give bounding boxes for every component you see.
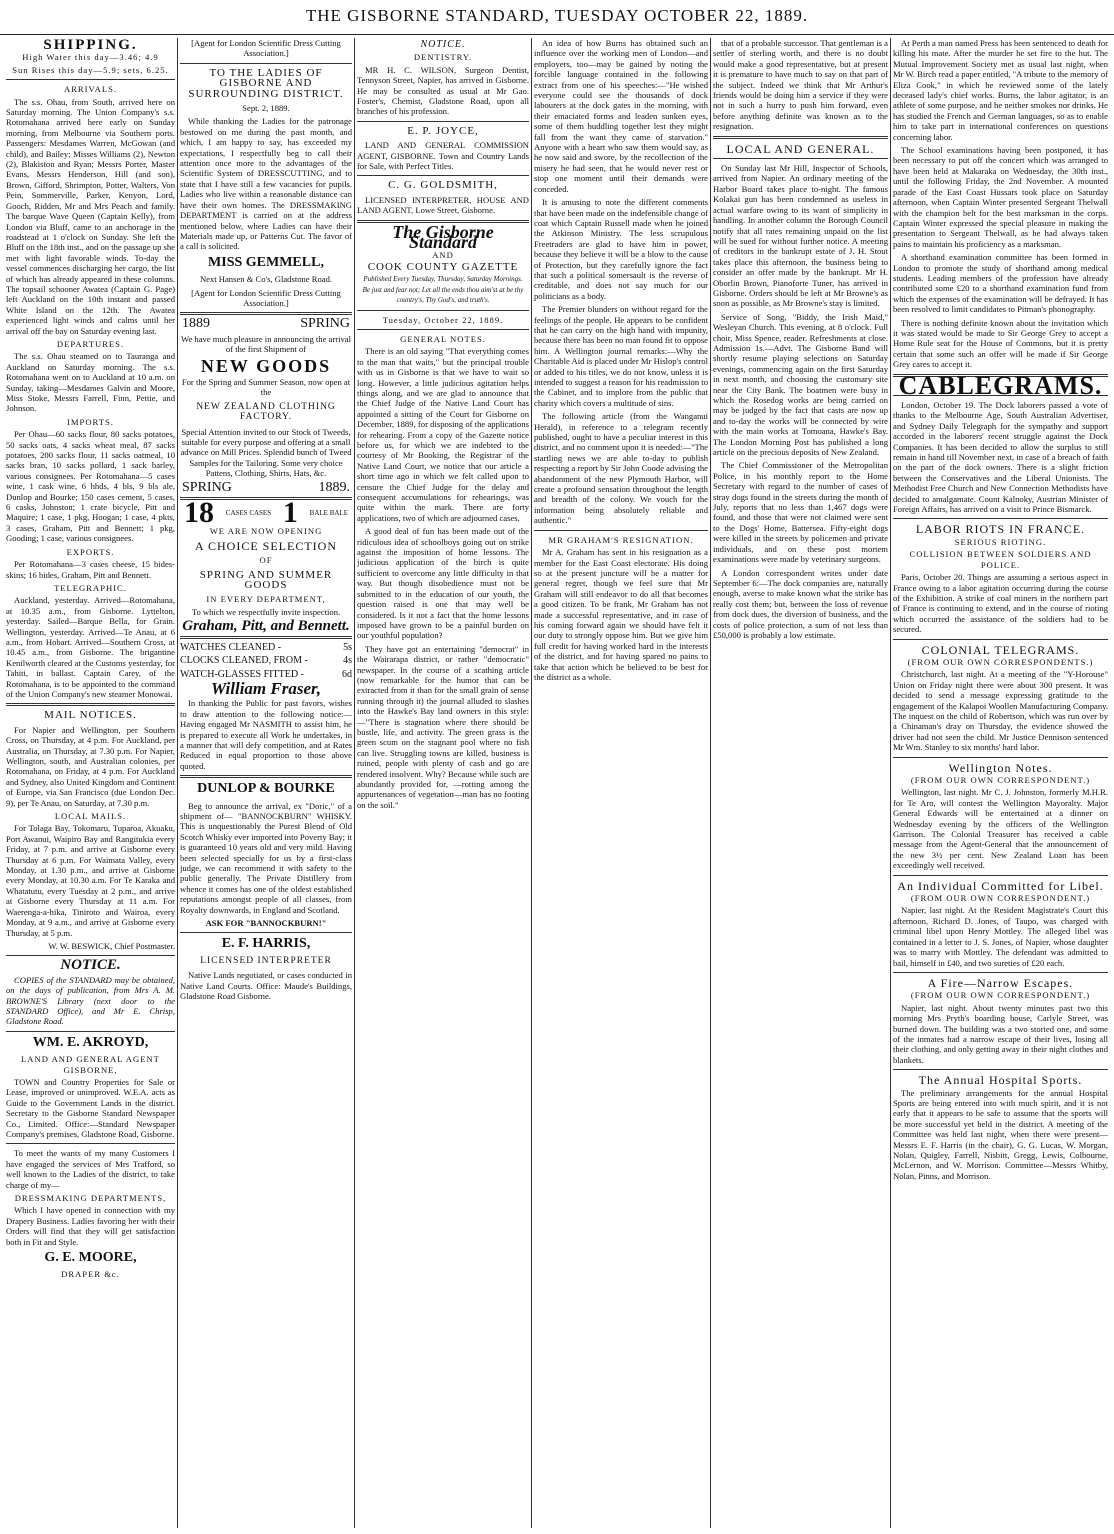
- clocks-price: 4s: [343, 655, 352, 667]
- arrivals-heading: ARRIVALS.: [63, 84, 117, 95]
- wellington-notes-heading: Wellington Notes.: [948, 760, 1053, 775]
- libel-sub: (FROM OUR OWN CORRESPONDENT.): [910, 893, 1091, 904]
- cablegrams-text: London, October 19. The Dock laborers passed a vote of thanks to the Melbourne Age, South Australian Advertiser, and Sydney Daily Telegraph for the sympathy and support accorded in the laborers' recent struggle against the Dock Companies. It has been decided to allow the surplus to still remain in hand till November next, in case of a breach of faith on the part of the dock owners. There is a slight friction between the Conservatives and the Liberal Unionists. The Methodist Free Church and New Connection Methodists have decided to amalgamate. Count Kalnoky, Austrian Minister of Foreign Affairs, has arrived on a visit to Prince Bismarck.: [893, 400, 1108, 515]
- harbor-text: The following article (from the Wanganui Herald), in reference to a telegram recently published, ought to have a peculiar interest in this district, and no comment upon it is needed:—"The startling news we are able to-day to publish respecting a report by Sir John Coode advising the abandonment of the new Plymouth Harbor, will create a profound sensation throughout the length and breadth of the colony. We vouch for the information being absolutely reliable and authentic.": [534, 411, 708, 526]
- departures-heading: DEPARTURES.: [56, 338, 125, 349]
- akroyd-heading: WM. E. AKROYD,: [32, 1034, 149, 1050]
- glasses-label: WATCH-GLASSES FITTED -: [180, 668, 304, 680]
- dentist-text: MR H. C. WILSON, Surgeon Dentist, Tennyson Street, Napier, has arrived in Gisborne. He may be consulted as usual at Mr Gao. Foster's, Chemist, Gladstone Road, upon all branches of his profession.: [357, 64, 529, 117]
- exports-heading: EXPORTS.: [66, 546, 115, 557]
- graham-heading: MR GRAHAM'S RESIGNATION.: [548, 534, 694, 545]
- harris-heading: E. F. HARRIS,: [221, 936, 311, 952]
- moore-subheading: DRAPER &c.: [61, 1269, 120, 1280]
- general-notes-2: A good deal of fun has been made out of the ridiculous idea of schoolboys going out on strike against the imposition of home lessons. The judicious application of the birch is quite sufficient to overcome any little difficulty in that way. But though disobedience must not be submitted to in the education of our youth, the question raised is one that may well be considered. Is it not a fact that the home lessons imposed have grown to be a painful burden on our youthful population?: [357, 526, 529, 641]
- ladies-heading: TO THE LADIES OF GISBORNE AND SURROUNDING DISTRICT.: [188, 66, 344, 100]
- invite-line: To which we respectfully invite inspection.: [191, 606, 341, 617]
- cases-number: 18: [184, 496, 214, 530]
- spring-label-2: SPRING: [182, 479, 232, 495]
- spring-year: 1889: [182, 316, 210, 332]
- fire-heading: A Fire—Narrow Escapes.: [927, 975, 1074, 990]
- joyce-text: LAND AND GENERAL COMMISSION AGENT, GISBORNE. Town and Country Lands for Sale, with Perfect Titles.: [357, 140, 529, 172]
- column-cablegrams: [893, 38, 1108, 1528]
- new-goods-heading: NEW GOODS: [200, 355, 332, 376]
- spring-text: We have much pleasure in announcing the arrival of the first Shipment of: [181, 333, 351, 355]
- general-notes-3: They have got an entertaining "democrat" in the Wairarapa district, or rather "democratic" newspaper. In the course of a scathing article (now remarkable for the humor that can be extracted from it than for the small grain of sense running through it) the journal alluded to slashes into the Hawke's Bay land owners in this style:—"There is stagnation where there should be bustle, life, and activity. The green grass is the green scum on the stagnant pool where no fish can live. Struggling towns are killed, business is ruined, people with plenty of cash and go are rendered insolvent. Why? Because while such are abundantly provided for, —rotting among the appurtenances of vegetation—man has no footing on the soil.": [357, 643, 529, 810]
- successor-text: that of a probable successor. That gentleman is a settler of sterling worth, and there is no doubt would make a good representative, but at present it is premature to have much to say on that part of the subject. Indeed we think that Mr Arthur's friends would be doing him a service if they were not in such a hurry to push him forward, even before anything definite was known as to the resignation.: [713, 38, 888, 132]
- graham-text: Mr A. Graham has sent in his resignation as a member for the East Coast electorate. His doing so at the present juncture will be a matter for general regret, though we feel sure that Mr Graham will still endeavor to do all that becomes a good citizen. To be frank, Mr Graham has not made a successful representative, and in case of his coming forward again we should have felt it our duty to strongly oppose him. But we give him full credit for having worked hard in the interests of the district, and for having spared no pains to take that action which he believed to be best for the district as a whole.: [534, 547, 708, 682]
- column-editorial: [357, 38, 529, 1528]
- bale-number: 1: [282, 496, 298, 530]
- every-dept-line: IN EVERY DEPARTMENT,: [206, 594, 326, 605]
- column-rule: [354, 38, 355, 1528]
- shorthand-text: A shorthand examination committee has been formed in London to promote the study of shorthand among medical students. Leading members of the profession have already contributed some £20 to a shorthand examination fund from which the expenses of the examination will be defrayed. It has been resolved to limit candidates to Pitman's phonography.: [893, 252, 1108, 315]
- fire-text: Napier, last night. About twenty minutes past two this morning Mrs Pryth's boarding house, Carlyle Street, was burned down. The building was a two storied one, and some of the inmates had a narrow escape of their lives, losing all their clothing, and only getting away in their night clothes and blankets.: [893, 1002, 1108, 1065]
- joyce-heading: E. P. JOYCE,: [407, 124, 479, 137]
- fraser-text: In thanking the Public for past favors, wishes to draw attention to the following notice:— Having engaged Mr NASMITH to assist him, he is prepared to execute all Work he undertakes, in a manner that will defy competition, and at Rates Reduced in equal proportion to those above quoted.: [180, 698, 352, 771]
- mail-notices-heading: MAIL NOTICES.: [44, 709, 137, 722]
- colonial-telegrams-sub: (FROM OUR OWN CORRESPONDENTS.): [907, 656, 1094, 667]
- column-advertisements: [180, 38, 352, 1528]
- home-rule-text: There is nothing definite known about the invitation which it was stated would be made to Sir George Grey to accept a Home Rule seat for the House of Commons, but it is pretty certain that some such an offer will be made if Sir George Grey cares to accept it.: [893, 317, 1108, 370]
- labor-riots-heading: LABOR RIOTS IN FRANCE.: [915, 522, 1086, 537]
- hospital-sports-heading: The Annual Hospital Sports.: [918, 1073, 1083, 1088]
- column-editorial-2: [534, 38, 708, 1528]
- choice-heading: A CHOICE SELECTION: [195, 538, 337, 553]
- mail-notices-text: For Napier and Wellington, per Southern Cross, on Thursday, at 4 p.m. For Auckland, per Australia, on Thursday, at 7.30 p.m. For Napier, Wellington, south, and Australian colonies, per Rotomahana, on Friday, at 4 p.m. For Auckland and Sydney, also United Kingdom and Continent of Europe, via San Francisco (due London Dec. 9), per Te Anau, on Saturday, at 7.30 p.m.: [6, 724, 175, 808]
- gazette-title: The Gisborne Standard: [392, 221, 494, 253]
- notice-heading-2: NOTICE.: [420, 39, 466, 50]
- gazette-subtitle: COOK COUNTY GAZETTE: [367, 260, 519, 273]
- sun-line: Sun Rises this day—5.9; sets, 6.25.: [12, 64, 169, 75]
- cablegrams-heading: CABLEGRAMS.: [898, 370, 1103, 400]
- departures-text: The s.s. Ohau steamed on to Tauranga and Auckland on Saturday morning. The s.s. Rotomahana went on to Auckland at 10 a.m. on Sunday, taking—Mesdames Galvin and Moore, Miss Stoke, Messrs Farrell, Finn, Pettie, and Johnson.: [6, 351, 175, 414]
- local-general-text-2: Service of Song, "Biddy, the Irish Maid," Wesleyan Church. This evening, at 8 o'clock. Full choir, Miss Spence, reader. Refreshments at close. Admission 1s.—Advt. The Gisborne Band will shortly resume playing selections on Saturday evenings, commencing again on the first Saturday in next month, and choosing the customary site near the City Bank. The boatmen were busy in which the Rosedog works are being carried on may be judged by the fact that casts are now up and to-day the works will be connected by wire with the main works at Tomoana, Hawke's Bay. The London Morning Post has published a long article on the precious deposits of New Zealand.: [713, 311, 888, 458]
- watches-price: 5s: [343, 641, 352, 653]
- dock-companies-text: A London correspondent writes under date September 6:—The dock companies are, naturally enough, averse to make known what the strike has really cost them; but, between the loss of revenue from dock dues, the diversion of business, and the costs of police protection, a sum of not less than £50,000 is probably a low estimate.: [713, 567, 888, 640]
- russell-text: It is amusing to note the different comments that have been made on the indefensible change of coat which Captain Russell made when he joined the Atkinson Ministry. The less scrupulous Freetraders are glad to have him in power, because they believe it will be a blow to the cause of Protection, but they carefully ignore the fact that such a political somersault is the reverse of creditable, and does not say much for our politicians as a body.: [534, 197, 708, 301]
- gpb-heading: Graham, Pitt, and Bennett.: [182, 618, 350, 635]
- agent-note-2: [Agent for London Scientific Dress Cutting Association.]: [191, 287, 341, 308]
- new-goods-sub: For the Spring and Summer Season, now open at the: [181, 376, 351, 398]
- labor-riots-sub-2: COLLISION BETWEEN SOLDIERS AND POLICE.: [909, 549, 1092, 570]
- gazette-and: AND: [432, 249, 454, 260]
- dentistry-heading: DENTISTRY.: [413, 52, 473, 63]
- watches-label: WATCHES CLEANED -: [180, 641, 282, 653]
- harris-subheading: LICENSED INTERPRETER: [200, 955, 332, 966]
- gemmell-heading: MISS GEMMELL,: [208, 254, 324, 270]
- column-rule: [890, 38, 891, 1528]
- dunlop-text: Beg to announce the arrival, ex "Doric," of a shipment of— "BANNOCKBURN" WHISKY. This is unquestionably the Purest Blend of Old Scotch Whisky ever imported into Poverty Bay; it is guaranteed 10 years old and very mild. Having been selected specially for us by a first-class judge, we can recommend it with safety to the public generally. The Private Distillery from whence it comes has one of the oldest established reputations amongst people of all classes, from Royalty downwards, in England and Scotland.: [180, 800, 352, 915]
- glasses-price: 6d: [342, 668, 352, 680]
- perth-text: At Perth a man named Press has been sentenced to death for killing his mate. After the murder he set fire to the hut. The Mutual Improvement Society met as usual last night, when Mr W. Birch read a paper entitled, "A tribute to the memory of Eliza Cook," in which he reviewed some of the lately deceased lady's chief works. Burns, the labor agitator, is an athlete of some purpose, and he neither smokes nor drinks. He has studied the French and German languages, so as to enable him to take part in international conferences on questions concerning labor.: [893, 38, 1108, 142]
- ladies-text: While thanking the Ladies for the patronage bestowed on me during the past month, and which, I am happy to say, has exceeded my expectations, I respectfully beg to call their attention once more to the advantages of the Scientific System of DRESSCUTTING, and to state that I have still a few vacancies for pupils. Ladies who live within a reasonable distance can have their own homes. The DRESSMAKING DEPARTMENT is carried on at the address mentioned below, where Ladies can have their Materials made up, or Patterns Cut. The favor of a call is solicited.: [180, 116, 352, 252]
- general-notes-heading: GENERAL NOTES.: [400, 333, 486, 344]
- local-mails-heading: LOCAL MAILS.: [54, 811, 127, 822]
- cases-label: CASES CASES: [225, 509, 272, 518]
- trafford-text: To meet the wants of my many Customers I have engaged the services of Mrs Trafford, so well known to the Ladies of the district, to take charge of my—: [6, 1148, 175, 1190]
- telegraphic-heading: TELEGRAPHIC.: [54, 582, 127, 593]
- factory-text: Special Attention invited to our Stock of Tweeds, suitable for every purpose and offering at a small advance on Mill Prices. Splendid bunch of Tweed Samples for the Tailoring. Some very choice Pattens, Clothing, Shirts, Hats, &c.: [180, 426, 352, 479]
- bale-label: BALE BALE: [309, 509, 348, 518]
- fire-sub: (FROM OUR OWN CORRESPONDENT.): [910, 990, 1091, 1001]
- wellington-notes-sub: (FROM OUR OWN CORRESPONDENT.): [910, 775, 1091, 785]
- clocks-label: CLOCKS CLEANED, FROM -: [180, 655, 308, 667]
- goldsmith-heading: C. G. GOLDSMITH,: [388, 179, 498, 192]
- gazette-motto: Be just and fear not; Let all the ends thou aim'st at be thy country's, Thy God's, and truth's.: [362, 285, 524, 305]
- opening-line: WE ARE NOW OPENING: [209, 526, 323, 537]
- general-notes-1: There is an old saying "That everything comes to the man that waits," but the principal trouble with us in Gisborne is that we have to wait so long. However, a little judicious agitation helps things along, and we are glad to announce that the Chief Judge of the Native Land Court has appointed a sitting of the Court for Gisborne on December, 1889, for disposing of the applications for rehearing. From a copy of the Gazette notice before us, for which we are indebted to the courtesy of Mr Booking, the Registrar of the Native Land Court, we notice that our article a short time ago in which we felt called upon to censure the Chief Judge for the delay and consequent accumulations for rehearings, was quite within the mark. There are forty applications, two of which are adjourned cases.: [357, 346, 529, 523]
- harris-text: Native Lands negotiated, or cases conducted in Native Land Courts. Office: Maude's Buildings, Gladstone Road Gisborne.: [180, 970, 352, 1002]
- gazette-date: Tuesday, October 22, 1889.: [382, 314, 504, 325]
- of-line: OF: [259, 555, 273, 566]
- spring-label: SPRING: [300, 316, 350, 332]
- local-mails-text: For Tolaga Bay, Tokomaru, Tuparoa, Akuaku, Port Awanui, Waipiro Bay and Rangitukia every Friday, at 7 p.m. and arrive at Gisborne every Thursday at 6 p.m. For Waimata Valley, every Monday, at 1.30 p.m., and arrive at Gisborne every Monday, at 10.30 a.m. For Te Karaka and Whatatutu, every Tuesday at 2 p.m., and arrive at Gisborne every Thursday at 11 a.m. For Waerenga-a-hika, Tiniroto and Wairoa, every Monday, at 9 a.m., and arrive at Gisborne every Thursday, at 5 p.m.: [6, 823, 175, 938]
- libel-text: Napier, last night. At the Resident Magistrate's Court this afternoon, Richard D. Jones, of Taupo, was charged with criminal libel upon Henry Mottley. The alleged libel was contained in a letter to J. S. Jones, of Napier, whose daughter was to marry with Mottley. The defendant was admitted to bail, himself in £40, and two sureties of £20 each.: [893, 905, 1108, 968]
- police-report-text: The Chief Commissioner of the Metropolitan Police, in his monthly report to the Home Secretary with regard to the number of cases of stray dogs found in the streets during the month of July, reports that no less than 1,467 dogs were found, and those that were not claimed were sent to the Dogs' Home, Battersea. Fifty-eight dogs were killed in the streets by policemen and private individuals, and on these post mortem examinations were made by veterinary surgeons.: [713, 460, 888, 565]
- akroyd-text: TOWN and Country Properties for Sale or Lease, improved or unimproved. W.E.A. acts as Guide to the Government Lands in the district. Secretary to the Gisborne Standard Newspaper Co., Limited. Office:—Standard Newspaper Company's premises, Gladstone Road, Gisborne.: [6, 1076, 175, 1139]
- wellington-notes-text: Wellington, last night. Mr C. J. Johnston, formerly M.H.R. for Te Aro, will contest the Wellington Mayoralty. Major General Edwards will be entertained at a dinner on Wednesday evening by the officers of the Wellington Garrison. The Colonial Treasurer has received a cable message from the Agent-General that the announcement of the new 3½ per cent. New Zealand Loan has been exceedingly well received.: [893, 787, 1108, 871]
- gazette-publication: Published Every Tuesday, Thursday, Saturday Mornings.: [363, 275, 523, 284]
- arrivals-text: The s.s. Ohau, from South, arrived here on Saturday morning. The Union Company's s.s. Rotomahana arrived here early on Sunday morning, from Melbourne via Southern ports. Passengers: Mesdames Warren, McGowan (and child), and Bailey; Misses Williams (2), Newton (2), Blakiston and Ryan; Messrs Porter, Master Evans, Messrs Henderson, Hill (and son), Brown, Gifford, Shrimpton, Potter, Walters, Von Pein, Sommerville, Parker, Kenyon, Lord, Gooch, Ridden, Mr and Mrs Peach and family. The barque Wave Queen (Captain Kelly), from London via Bluff, came to an anchorage in the roadstead at 1 o'clock on Sunday. She left the Bluff on the 18th inst., and on the passage up she met with light favorable winds. To-day the vessel commences discharging her cargo, the list of which has already appeared in these columns. The topsail schooner Awatea (Captain G. Page) left Auckland on the 10th instant and passed White Island on the 12th. The Awatea experienced light winds and calms until her arrival off the bay on Saturday evening last.: [6, 96, 175, 336]
- imports-heading: IMPORTS.: [67, 416, 114, 427]
- local-general-heading: LOCAL AND GENERAL.: [726, 141, 875, 156]
- fraser-heading: William Fraser,: [211, 678, 321, 698]
- spring-year-2: 1889.: [318, 479, 350, 495]
- dressmaking-heading: DRESSMAKING DEPARTMENTS,: [14, 1193, 167, 1204]
- ladies-date: Sept. 2, 1889.: [242, 103, 290, 114]
- column-shipping: [6, 38, 175, 1528]
- labor-riots-text: Paris, October 20. Things are assuming a serious aspect in France owing to a labor agitation occurring during the course of the Exhibition. A strike of coal miners in the northern part of France is continuing to extend, and in the course of rioting which occurred the assistance of the soldiers had to be secured.: [893, 572, 1108, 635]
- newspaper-masthead: THE GISBORNE STANDARD, TUESDAY OCTOBER 22, 1889.: [0, 6, 1114, 35]
- telegraphic-text: Auckland, yesterday. Arrived—Rotomahana, at 10.35 a.m., from Gisborne. Lyttelton, yesterday. Sailed—Barque Bella, for Grain. Wellington, yesterday. Arrived—Te Anau, at 6 a.m., from Hobart. Arrived—Southern Cross, at 10.45 a.m., from Gisborne. The brigantine Kenilworth cleared at the Customs yesterday, for Tahiti, in ballast. Captain Carey, of the Rotomahana, is to be appointed to the command of the Union Company's new steamer Monowai.: [6, 595, 175, 699]
- column-rule: [177, 38, 178, 1528]
- column-rule: [531, 38, 532, 1528]
- school-text: The School examinations having been postponed, it has been necessary to put off the concert which was arranged to have been held at Makaraka on Wednesday, the 30th inst., until the following Friday, the 2nd November. A mounted parade of the East Coast Hussars took place on Saturday afternoon, when Captain Winter presented Sergeant Thelwall with the champion belt for the best marksman in the corps. Captain Winter expressed the special pleasure in making the presentation to Sergeant Thelwall, as he had always taken pains to maintain his proficiency as a marksman.: [893, 145, 1108, 249]
- notice-heading: NOTICE.: [60, 957, 121, 974]
- ask-for-line: ASK FOR "BANNOCKBURN!": [205, 918, 327, 929]
- goldsmith-text: LICENSED INTERPRETER, HOUSE AND LAND AGENT, Lowe Street, Gisborne.: [357, 194, 529, 216]
- exports-text: Per Rotomahana—3 cases cheese, 15 bides-skins; 16 bides, Graham, Pitt and Bennett.: [6, 559, 175, 580]
- notice-text: COPIES of the STANDARD may be obtained, on the days of publication, from Mrs A. M. BROWNE'S Library (next door to the STANDARD Office), and Mr E. Chrisp, Gladstone Road.: [6, 974, 175, 1027]
- shipping-heading: SHIPPING.: [43, 38, 138, 53]
- factory-heading: NEW ZEALAND CLOTHING FACTORY.: [196, 401, 336, 423]
- agent-note: [Agent for London Scientific Dress Cutting Association.]: [191, 38, 341, 59]
- postmaster-signature: W. W. BESWICK, Chief Postmaster.: [48, 940, 175, 951]
- premier-text: The Premier blunders on without regard for the feelings of the people. He appears to be confident that he can carry on the high hand with impunity, because there has been no man found fit to oppose him. A Wellington journal remarks:—Why the Charitable Aid is placed under Mr Hislop's control or added to his titles, we do not know, unless it is intended to suggest a reason for his readmission to the Cabinet, and to implore from the public that charity which covers a multitude of sins.: [534, 304, 708, 408]
- dressmaking-text: Which I have opened in connection with my Drapery Business. Ladies favoring her with their Orders will find that they will get satisfaction both in Fit and Style.: [6, 1205, 175, 1247]
- akroyd-subheading: LAND AND GENERAL AGENT GISBORNE,: [21, 1054, 160, 1075]
- hospital-sports-text: The preliminary arrangements for the annual Hospital Sports are being entered into with much spirit, and it is not early that it appears to be safe to assume that the sports will be more successful yet held in the district. A meeting of the Committee was held last night, when there were present—Messrs E. F. Harris (in the chair), G. G. Lucas, W. Morgan, Nolan, Quigley, Farrell, Nisbitt, Gregg, Lewis, Colbourne, McLernon, and W. Morrison. Committee—Messrs Whitby, Nolan, Pinns, and Morrison.: [893, 1087, 1108, 1181]
- spring-summer-heading: SPRING AND SUMMER GOODS: [199, 568, 333, 592]
- column-local: [713, 38, 888, 1528]
- gemmell-subheading: Next Hansen & Co's, Gladstone Road.: [199, 274, 333, 285]
- labor-riots-sub: SERIOUS RIOTING.: [954, 536, 1047, 547]
- burns-text: An idea of how Burns has obtained such an influence over the working men of London—and employers, too—may be gained by noting the forcible language contained in the following extract from one of his speeches:—"He wished everyone could see the thousands of dock labourers at the dock gates in the morning, with their emaciated forms and leaden sunken eyes, some of them huddling together lest they might fall from the want they came of starvation." Anyone with a heart who saw them would say, as he now said and swore, by the recollection of the misery he had seen, that he would never rest or stop one moment until their demands were conceded.: [534, 38, 708, 194]
- dunlop-heading: DUNLOP & BOURKE: [197, 781, 335, 797]
- colonial-telegrams-text: Christchurch, last night. At a meeting of the "Y-Horouse" Union on Friday night there were about 300 present. It was decided to send a message expressing gratitude to the engagement of the Kalapoi Woollen Manufacturing Company. The inquest on the child of Robertson, which was run over by a Chinaman's dray on Thursday, the evidence showed the driver had not seen the child. Mr Justice Dennison sentenced Mr Wm. Stanley to six months' hard labor.: [893, 669, 1108, 753]
- colonial-telegrams-heading: COLONIAL TELEGRAMS.: [921, 642, 1080, 657]
- tide-line: High Water this day—3.46; 4.9: [22, 52, 159, 63]
- column-rule: [710, 38, 711, 1528]
- moore-heading: G. E. MOORE,: [44, 1250, 137, 1266]
- local-general-text: On Sunday last Mr Hill, Inspector of Schools, arrived from Napier. An ordinary meeting of the Harbor Board takes place to-night. The famous Kolakai gun has been condemned as useless in actual warfare owing to its want of simplicity in handling. In another column the Borough Council notify that all rates remaining unpaid on the list will be sued for without further notice. A meeting of creditors in the bankrupt estate of J. H. Stout takes place this afternoon, the business being to consider an offer made by the bankrupt. Mr H. Oborlin Brown, Pianoforte Tuner, has arrived in Gisborne. Orders should be left at Mr Browne's as soon as possible, as Mr Browne's stay is limited.: [713, 163, 888, 309]
- libel-heading: An Individual Committed for Libel.: [897, 878, 1104, 893]
- imports-text: Per Ohau—60 sacks flour, 80 sacks potatoes, 50 sacks oats, 4 sacks wheat meal, 87 sacks potatoes, 200 sacks flour, 11 sacks oatmeal, 10 sacks bran, 10 sacks pollard, 1 sack barley, various consignees. Per Rotomahana—5 cases wine, 1 cask wine, 6 hhds, 4 bls, 9 bls ale, Dunlop and Bourke; 150 cases cement, 5 cases, 6 casks, Johnston; 1 crate bicycle, Pitt and Maquire; 1 case, 1 pkg, Hoogan; 1 case, 4 pkts, 3 cases, Graham, Pitt and Bennett; 1 pkg, Gooding; 1 case, various consignees.: [6, 429, 175, 544]
